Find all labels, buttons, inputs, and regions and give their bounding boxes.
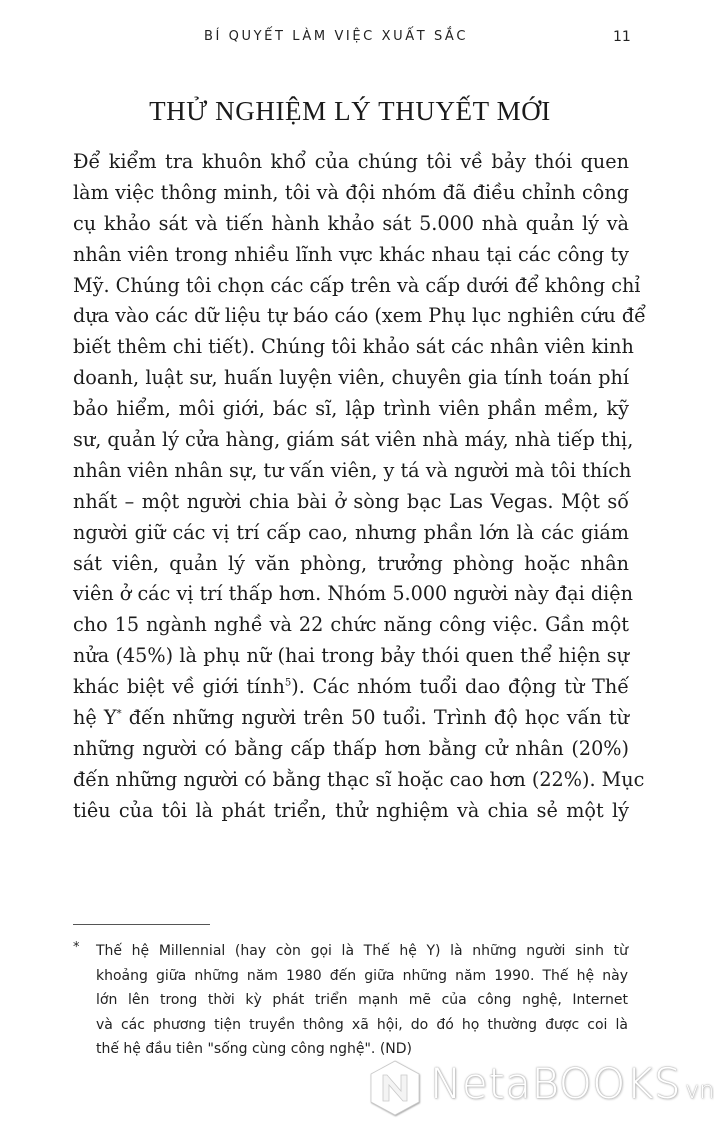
body-line: doanh, luật sư, huấn luyện viên, chuyên gia tính toán phí — [73, 366, 629, 390]
netabooks-logo-icon — [366, 1059, 424, 1117]
body-text-fragment: khác biệt về giới tính — [73, 675, 285, 699]
body-line: Mỹ. Chúng tôi chọn các cấp trên và cấp dưới để không chỉ — [73, 273, 641, 297]
footnote-line: thế hệ đầu tiên "sống cùng công nghệ". (ND) — [96, 1041, 412, 1058]
body-paragraph — [73, 147, 646, 827]
footnote-line: lớn lên trong thời kỳ phát triển mạnh mẽ của công nghệ, Internet — [96, 992, 628, 1009]
body-line: nhất – một người chia bài ở sòng bạc Las Vegas. Một số — [73, 489, 629, 513]
footnote-reference[interactable]: * — [116, 708, 122, 720]
body-line: cho 15 ngành nghề và 22 chức năng công việc. Gần một — [73, 613, 629, 637]
running-header — [0, 26, 700, 50]
running-title: BÍ QUYẾT LÀM VIỆC XUẤT SẮC — [204, 29, 469, 44]
body-line-with-footnote — [73, 703, 629, 734]
body-text-fragment: hệ Y — [73, 706, 117, 730]
netabooks-watermark — [366, 1057, 714, 1119]
body-text-fragment: ). Các nhóm tuổi dao động từ Thế — [291, 675, 629, 699]
body-line: cụ khảo sát và tiến hành khảo sát 5.000 nhà quản lý và — [73, 211, 629, 235]
body-line: nhân viên nhân sự, tư vấn viên, y tá và người mà tôi thích — [73, 458, 632, 482]
body-line: Để kiểm tra khuôn khổ của chúng tôi về bảy thói quen — [73, 150, 629, 173]
page-number: 11 — [613, 29, 631, 45]
footnote-text — [96, 939, 628, 1062]
body-line: bảo hiểm, môi giới, bác sĩ, lập trình viên phần mềm, kỹ — [73, 397, 629, 421]
body-text-fragment: đến những người trên 50 tuổi. Trình độ học vấn từ — [121, 706, 629, 730]
footnote-marker: * — [73, 940, 80, 955]
body-line: làm việc thông minh, tôi và đội nhóm đã điều chỉnh công — [73, 180, 629, 204]
footnote-line: khoảng giữa những năm 1980 đến giữa những năm 1990. Thế hệ này — [96, 967, 628, 984]
body-line: tiêu của tôi là phát triển, thử nghiệm và chia sẻ một lý — [73, 798, 629, 822]
body-line: viên ở các vị trí thấp hơn. Nhóm 5.000 người này đại diện — [73, 582, 633, 606]
watermark-brand-name: NetaBOOKS — [430, 1059, 682, 1108]
body-line: biết thêm chi tiết). Chúng tôi khảo sát các nhân viên kinh — [73, 335, 634, 359]
body-line: người giữ các vị trí cấp cao, nhưng phần lớn là các giám — [73, 520, 629, 544]
section-heading: THỬ NGHIỆM LÝ THUYẾT MỚI — [149, 96, 551, 126]
endnote-reference[interactable]: 5 — [284, 677, 292, 689]
body-line: dựa vào các dữ liệu tự báo cáo (xem Phụ lục nghiên cứu để — [73, 304, 646, 328]
footnote-line: và các phương tiện truyền thông xã hội, do đó họ thường được coi là — [96, 1016, 628, 1033]
watermark-brand — [430, 1059, 714, 1108]
body-line-with-endnote — [73, 672, 629, 703]
body-line: sư, quản lý cửa hàng, giám sát viên nhà máy, nhà tiếp thị, — [73, 428, 634, 452]
body-line: đến những người có bằng thạc sĩ hoặc cao hơn (22%). Mục — [73, 767, 645, 791]
footnote-divider — [73, 924, 210, 925]
body-line: sát viên, quản lý văn phòng, trưởng phòng hoặc nhân — [73, 551, 629, 575]
body-line: nhân viên trong nhiều lĩnh vực khác nhau tại các công ty — [73, 242, 629, 266]
body-line: nửa (45%) là phụ nữ (hai trong bảy thói quen thể hiện sự — [73, 644, 629, 668]
watermark-suffix: vn — [685, 1076, 714, 1104]
footnote-line: Thế hệ Millennial (hay còn gọi là Thế hệ Y) là những người sinh từ — [96, 943, 628, 959]
body-line: những người có bằng cấp thấp hơn bằng cử nhân (20%) — [73, 736, 629, 760]
